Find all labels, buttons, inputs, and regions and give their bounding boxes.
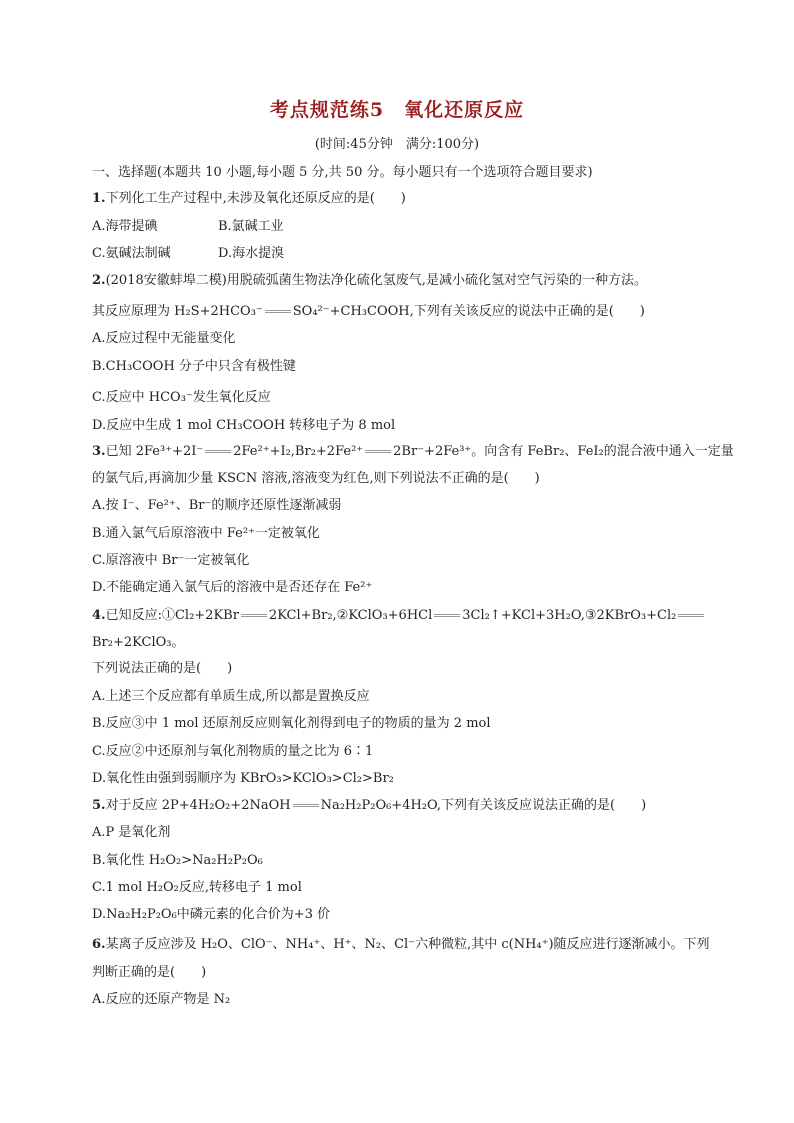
- question-2-stem-line1: [92, 269, 647, 288]
- question-5-text-1b: Na₂H₂P₂O₆+4H₂O,下列有关该反应说法正确的是( ): [320, 798, 647, 813]
- question-1-options-ab: [92, 215, 284, 234]
- question-2-stem-line2: [92, 300, 645, 319]
- question-1-stem: [92, 187, 406, 206]
- question-4-option-c: C.反应②中还原剂与氧化剂物质的量之比为 6∶1: [92, 744, 374, 759]
- question-4-stem-line3: 下列说法正确的是( ): [92, 661, 233, 676]
- question-4-text-1c: 3Cl₂↑+KCl+3H₂O,③2KBrO₃+Cl₂: [462, 608, 677, 623]
- question-6-stem-line1: [92, 933, 710, 952]
- question-4-option-b: B.反应③中 1 mol 还原剂反应则氧化剂得到电子的物质的量为 2 mol: [92, 716, 491, 731]
- section-heading: 一、选择题(本题共 10 小题,每小题 5 分,共 50 分。每小题只有一个选项符合题目要求): [92, 165, 593, 180]
- question-5-option-a: A.P 是氧化剂: [92, 825, 171, 840]
- question-4-stem-line1: [92, 604, 706, 623]
- question-3-text-1b: 2Fe²⁺+I₂,Br₂+2Fe²⁺: [233, 444, 364, 459]
- question-5-number: 5.: [92, 798, 106, 813]
- question-5-stem: [92, 794, 646, 813]
- question-1-options-cd: [92, 242, 284, 261]
- question-2-option-a: A.反应过程中无能量变化: [92, 331, 236, 346]
- question-1-number: 1.: [92, 191, 106, 206]
- question-2-option-c: C.反应中 HCO₃⁻发生氧化反应: [92, 390, 271, 405]
- question-4-stem-line2: Br₂+2KClO₃。: [92, 635, 185, 650]
- question-4-number: 4.: [92, 608, 106, 623]
- question-3-stem-line2: 的氯气后,再滴加少量 KSCN 溶液,溶液变为红色,则下列说法不正确的是( ): [92, 471, 540, 486]
- question-3-text-1c: 2Br⁻+2Fe³⁺。向含有 FeBr₂、FeI₂的混合液中通入一定量: [393, 444, 734, 459]
- question-1-option-b: B.氯碱工业: [218, 219, 284, 234]
- question-4-text-1a: 已知反应:①Cl₂+2KBr: [105, 608, 239, 623]
- question-6-number: 6.: [92, 937, 106, 952]
- question-3-option-d: D.不能确定通入氯气后的溶液中是否还存在 Fe²⁺: [92, 580, 373, 595]
- question-5-option-d: D.Na₂H₂P₂O₆中磷元素的化合价为+3 价: [92, 907, 331, 922]
- reaction-arrow: [434, 614, 460, 617]
- question-3-stem-line1: [92, 440, 734, 459]
- question-1-text: 下列化工生产过程中,未涉及氧化还原反应的是( ): [105, 191, 406, 206]
- question-2-option-d: D.反应中生成 1 mol CH₃COOH 转移电子为 8 mol: [92, 418, 396, 433]
- reaction-arrow: [293, 804, 319, 807]
- question-3-text-1a: 已知 2Fe³⁺+2I⁻: [105, 444, 204, 459]
- page-title: 考点规范练5 氧化还原反应: [269, 99, 525, 121]
- question-4-option-a: A.上述三个反应都有单质生成,所以都是置换反应: [92, 689, 370, 704]
- reaction-arrow: [678, 614, 704, 617]
- question-4-option-d: D.氧化性由强到弱顺序为 KBrO₃>KClO₃>Cl₂>Br₂: [92, 771, 394, 786]
- question-2-number: 2.: [92, 273, 106, 288]
- question-2-text-1: (2018安徽蚌埠二模)用脱硫弧菌生物法净化硫化氢废气,是减小硫化氢对空气污染的一种方法。: [105, 273, 647, 288]
- question-5-text-1a: 对于反应 2P+4H₂O₂+2NaOH: [105, 798, 291, 813]
- question-1-option-a: A.海带提碘: [92, 219, 158, 234]
- question-5-option-b: B.氧化性 H₂O₂>Na₂H₂P₂O₆: [92, 853, 263, 868]
- question-1-option-d: D.海水提溴: [218, 246, 285, 261]
- question-2-text-2b: SO₄²⁻+CH₃COOH,下列有关该反应的说法中正确的是( ): [292, 304, 645, 319]
- question-6-text-1: 某离子反应涉及 H₂O、ClO⁻、NH₄⁺、H⁺、N₂、Cl⁻六种微粒,其中 c(NH₄⁺)随反应进行逐渐减小。下列: [105, 937, 710, 952]
- question-1-option-c: C.氨碱法制碱: [92, 246, 171, 261]
- question-3-option-b: B.通入氯气后原溶液中 Fe²⁺一定被氧化: [92, 526, 320, 541]
- question-5-option-c: C.1 mol H₂O₂反应,转移电子 1 mol: [92, 880, 302, 895]
- question-6-option-a: A.反应的还原产物是 N₂: [92, 992, 231, 1007]
- reaction-arrow: [265, 310, 291, 313]
- question-3-option-c: C.原溶液中 Br⁻一定被氧化: [92, 553, 250, 568]
- question-2-option-b: B.CH₃COOH 分子中只含有极性键: [92, 359, 296, 374]
- reaction-arrow: [241, 614, 267, 617]
- question-4-text-1b: 2KCl+Br₂,②KClO₃+6HCl: [268, 608, 433, 623]
- question-2-text-2a: 其反应原理为 H₂S+2HCO₃⁻: [92, 304, 263, 319]
- reaction-arrow: [205, 450, 231, 453]
- question-3-option-a: A.按 I⁻、Fe²⁺、Br⁻的顺序还原性逐渐减弱: [92, 498, 342, 513]
- question-3-number: 3.: [92, 444, 106, 459]
- question-6-stem-line2: 判断正确的是( ): [92, 965, 207, 980]
- reaction-arrow: [365, 450, 391, 453]
- page-subtitle: (时间:45分钟 满分:100分): [314, 137, 480, 152]
